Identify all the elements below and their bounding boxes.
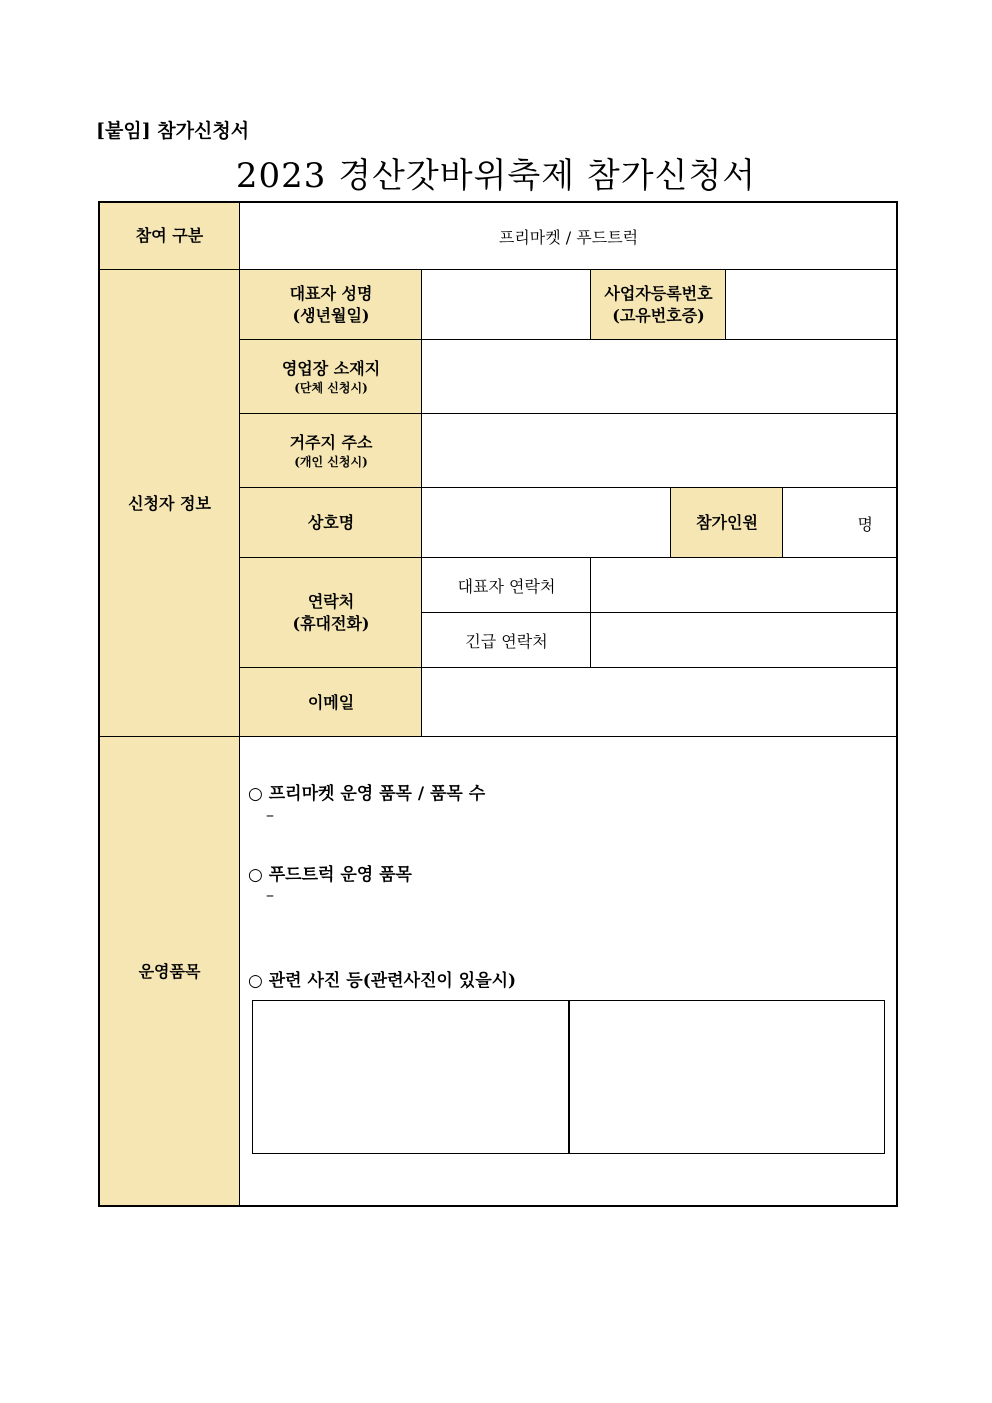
trade-name-label: 상호명 — [307, 513, 355, 532]
grid-line — [782, 488, 783, 558]
operation-section-label: 운영품목 — [138, 961, 201, 981]
contact-sub: (휴대전화) — [292, 614, 370, 633]
emergency-contact-label: 긴급 연락처 — [465, 632, 548, 651]
form-table-border — [98, 201, 898, 1207]
grid-line — [240, 487, 897, 488]
grid-line — [240, 339, 897, 340]
rep-contact-label: 대표자 연락처 — [457, 577, 556, 596]
business-location-label: 영업장 소재지 — [281, 359, 381, 378]
page-title: 2023 경산갓바위축제 참가신청서 — [235, 156, 757, 196]
residence-sub: (개인 신청시) — [294, 455, 368, 469]
residence-label: 거주지 주소 — [289, 433, 373, 452]
grid-line — [422, 612, 897, 613]
food-truck-items-line: ○ 푸드트럭 운영 품목 — [248, 865, 412, 885]
grid-line — [590, 270, 591, 340]
grid-line — [99, 269, 897, 270]
grid-line — [421, 270, 422, 737]
grid-line — [240, 557, 897, 558]
headcount-unit: 명 — [857, 514, 873, 534]
photos-line: ○ 관련 사진 등(관련사진이 있을시) — [248, 971, 517, 991]
flea-market-items-line: ○ 프리마켓 운영 품목 / 품목 수 — [248, 784, 486, 804]
email-label: 이메일 — [307, 692, 355, 712]
food-truck-items-dash: – — [266, 885, 274, 904]
flea-market-items-dash: – — [266, 805, 274, 824]
attachment-label: [붙임] 참가신청서 — [96, 120, 250, 142]
grid-line — [99, 736, 897, 737]
contact-label: 연락처 — [307, 592, 355, 611]
headcount-label: 참가인원 — [696, 513, 758, 532]
business-location-sub: (단체 신청시) — [294, 381, 368, 395]
rep-name-sub: (생년월일) — [292, 306, 370, 325]
grid-line — [239, 202, 240, 1206]
applicant-section-label: 신청자 정보 — [128, 493, 211, 513]
participation-label: 참여 구분 — [135, 226, 204, 245]
grid-line — [240, 413, 897, 414]
participation-value: 프리마켓 / 푸드트럭 — [498, 227, 639, 247]
biz-reg-label: 사업자등록번호 — [604, 284, 713, 303]
grid-line — [590, 558, 591, 668]
grid-line — [240, 667, 897, 668]
grid-line — [725, 270, 726, 340]
biz-reg-sub: (고유번호증) — [612, 306, 705, 325]
rep-name-label: 대표자 성명 — [289, 284, 373, 303]
grid-line — [670, 488, 671, 558]
